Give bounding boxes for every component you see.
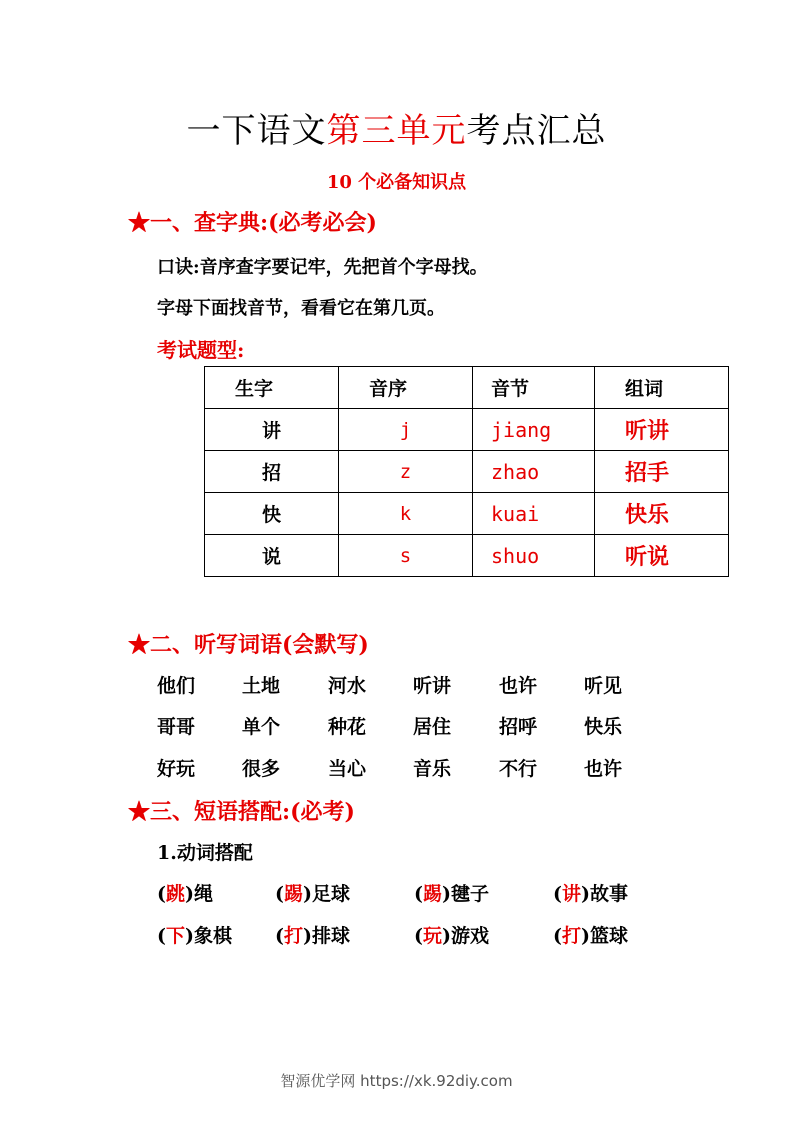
word-item: 单个	[242, 716, 281, 738]
footer-watermark[interactable]: 智源优学网 https://xk.92diy.com	[280, 1072, 513, 1090]
exam-table	[204, 366, 729, 577]
table-cell-syllable: shuo	[473, 535, 595, 577]
word-item: 他们	[157, 675, 196, 697]
title-part2: 第三单元	[326, 111, 467, 151]
title-part1: 一下语文	[186, 111, 327, 151]
phrase-verb: 踢	[284, 883, 304, 905]
table-cell-syllable: zhao	[473, 451, 595, 493]
word-item: 居住	[413, 716, 452, 738]
table-cell-word: 快乐	[595, 493, 729, 535]
phrase-item: (讲)故事	[553, 883, 629, 905]
phrase-object: 排球	[312, 925, 351, 947]
table-cell-char: 招	[205, 451, 339, 493]
page-title	[0, 103, 793, 152]
phrase-object: 故事	[590, 883, 629, 905]
table-header: 生字	[205, 367, 339, 409]
phrase-verb: 跳	[166, 883, 186, 905]
table-header: 音序	[339, 367, 473, 409]
phrase-object: 毽子	[451, 883, 490, 905]
phrase-item: (踢)毽子	[414, 883, 490, 905]
phrase-verb: 玩	[423, 925, 443, 947]
phrase-verb: 打	[284, 925, 304, 947]
table-row	[205, 409, 729, 451]
table-cell-syllable: kuai	[473, 493, 595, 535]
word-item: 很多	[242, 758, 281, 780]
word-item: 好玩	[157, 758, 196, 780]
word-item: 哥哥	[157, 716, 196, 738]
table-header: 音节	[473, 367, 595, 409]
phrase-verb: 讲	[562, 883, 582, 905]
word-item: 招呼	[499, 716, 538, 738]
phrase-item: (玩)游戏	[414, 925, 490, 947]
phrase-item: (打)篮球	[553, 925, 629, 947]
phrase-object: 象棋	[194, 925, 233, 947]
title-part3: 考点汇总	[466, 111, 607, 151]
phrase-verb: 踢	[423, 883, 443, 905]
word-item: 河水	[328, 675, 367, 697]
table-cell-word: 听讲	[595, 409, 729, 451]
page-subtitle: 10 个必备知识点	[326, 172, 467, 193]
word-item: 当心	[328, 758, 367, 780]
word-item: 听讲	[413, 675, 452, 697]
word-item: 音乐	[413, 758, 452, 780]
phrase-object: 篮球	[590, 925, 629, 947]
phrase-object: 游戏	[451, 925, 490, 947]
word-item: 土地	[242, 675, 281, 697]
phrase-verb: 下	[166, 925, 186, 947]
phrase-item: (打)排球	[275, 925, 351, 947]
section3-sub: 1.动词搭配	[157, 842, 253, 864]
word-item: 种花	[328, 716, 367, 738]
table-header: 组词	[595, 367, 729, 409]
word-item: 听见	[584, 675, 623, 697]
table-row	[205, 535, 729, 577]
table-cell-char: 说	[205, 535, 339, 577]
word-item: 快乐	[584, 716, 623, 738]
phrase-item: (踢)足球	[275, 883, 351, 905]
table-cell-word: 招手	[595, 451, 729, 493]
section3-heading: ★三、短语搭配:(必考)	[128, 799, 355, 825]
word-item: 不行	[499, 758, 538, 780]
word-item: 也许	[584, 758, 623, 780]
phrase-object: 绳	[194, 883, 214, 905]
phrase-item: (跳)绳	[157, 883, 214, 905]
phrase-item: (下)象棋	[157, 925, 233, 947]
section2-heading: ★二、听写词语(会默写)	[128, 632, 369, 658]
table-cell-initial: s	[339, 535, 473, 577]
word-item: 也许	[499, 675, 538, 697]
table-cell-initial: k	[339, 493, 473, 535]
table-row	[205, 451, 729, 493]
table-header-row	[205, 367, 729, 409]
section1-heading: ★一、查字典:(必考必会)	[128, 210, 377, 236]
table-cell-char: 快	[205, 493, 339, 535]
table-cell-word: 听说	[595, 535, 729, 577]
table-cell-char: 讲	[205, 409, 339, 451]
table-cell-syllable: jiang	[473, 409, 595, 451]
section1-subhead: 考试题型:	[157, 338, 245, 362]
table-row	[205, 493, 729, 535]
phrase-verb: 打	[562, 925, 582, 947]
phrase-object: 足球	[312, 883, 351, 905]
table-cell-initial: z	[339, 451, 473, 493]
table-cell-initial: j	[339, 409, 473, 451]
section1-line2: 字母下面找音节，看看它在第几页。	[157, 298, 445, 319]
section1-line1: 口诀:音序查字要记牢，先把首个字母找。	[157, 257, 488, 278]
